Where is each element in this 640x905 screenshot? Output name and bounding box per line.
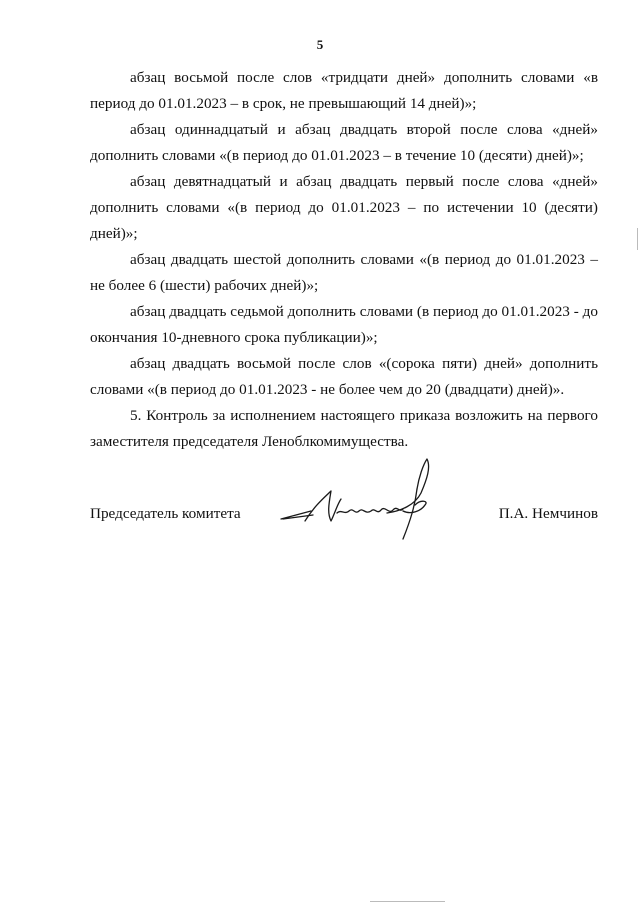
scan-edge-mark	[370, 901, 445, 902]
scan-edge-mark	[637, 228, 638, 250]
signatory-name: П.А. Немчинов	[498, 505, 598, 522]
signature-block	[90, 505, 598, 545]
paragraph-abzac-27: абзац двадцать седьмой дополнить словами (в период до 01.01.2023 - до окончания 10-дневного срока публикации)»;	[90, 303, 598, 346]
paragraph-abzac-28: абзац двадцать восьмой после слов «(сорока пяти) дней» дополнить словами «(в период до 01.01.2023 - не более чем до 20 (двадцати) дней)».	[90, 355, 598, 398]
paragraph-abzac-26: абзац двадцать шестой дополнить словами «(в период до 01.01.2023 – не более 6 (шести) рабочих дней)»;	[90, 251, 598, 294]
paragraph-abzac-11-22: абзац одиннадцатый и абзац двадцать второй после слова «дней» дополнить словами «(в период до 01.01.2023 – в течение 10 (десяти) дней)»;	[90, 121, 598, 164]
handwritten-signature	[275, 453, 450, 548]
page-number: 5	[316, 37, 324, 52]
document-body	[90, 65, 598, 455]
paragraph-abzac-8: абзац восьмой после слов «тридцати дней» дополнить словами «в период до 01.01.2023 – в срок, не превышающий 14 дней)»;	[90, 69, 598, 112]
signatory-title: Председатель комитета	[90, 505, 241, 522]
paragraph-abzac-19-21: абзац девятнадцатый и абзац двадцать первый после слова «дней» дополнить словами «(в период до 01.01.2023 – по истечении 10 (десяти) дней)»;	[90, 173, 598, 242]
paragraph-item-5-control: 5. Контроль за исполнением настоящего приказа возложить на первого заместителя председателя Леноблкомимущества.	[90, 407, 598, 450]
